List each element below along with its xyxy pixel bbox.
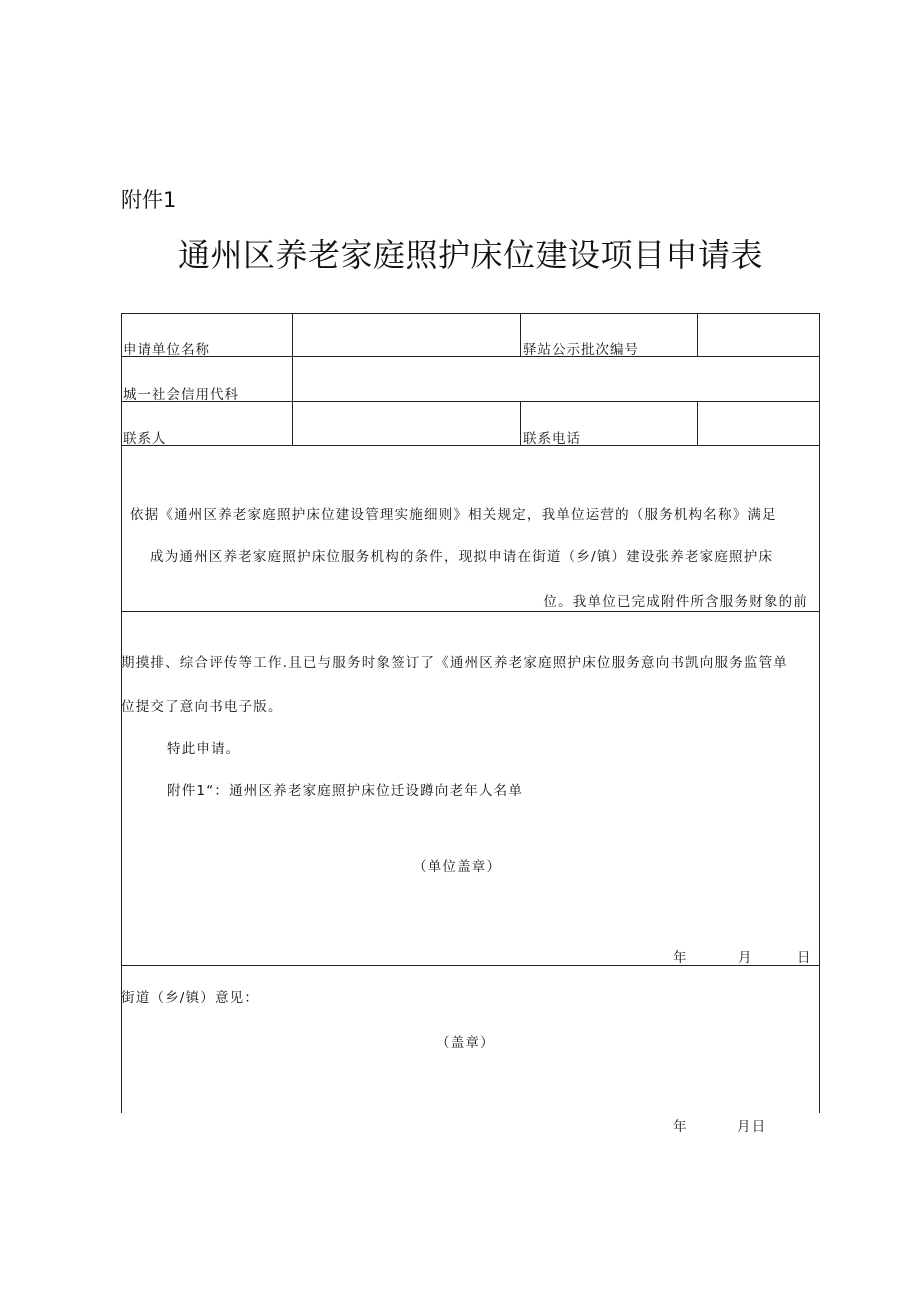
- batch-number-label: 驿站公示批次编号: [523, 342, 639, 358]
- row1-middle-divider: [520, 313, 521, 356]
- row3-middle-divider: [520, 401, 521, 445]
- declaration-line-2: 成为通州区养老家庭照护床位服务机构的条件，现拟申请在街道（乡/镇）建设张养老家庭照护床: [150, 549, 774, 565]
- declaration-line-3: 位。我单位已完成附件所含服务财象的前: [543, 594, 808, 610]
- credit-code-field[interactable]: [294, 358, 818, 400]
- row3-right-divider: [697, 401, 698, 445]
- label-column-divider: [292, 313, 293, 445]
- declaration-line-1: 依据《通州区养老家庭照护床位建设管理实施细则》相关规定，我单位运营的（服务机构名称》满足: [130, 507, 777, 523]
- attachment-reference: 附件1“：通州区养老家庭照护床位迁设蹲向老年人名单: [167, 783, 524, 799]
- batch-number-field[interactable]: [699, 315, 818, 355]
- row1-right-divider: [697, 313, 698, 356]
- contact-person-field[interactable]: [294, 403, 519, 444]
- request-statement: 特此申请。: [167, 741, 241, 757]
- declaration-line-5: 位提交了意向书电子版。: [121, 699, 283, 715]
- street-opinion-field[interactable]: [123, 1008, 817, 1108]
- declaration-line-4: 期摸排、综合评传等工作.且已与服务时象签订了《通州区养老家庭照护床位服务意向书凯向服务监管单: [121, 655, 788, 671]
- contact-phone-field[interactable]: [699, 403, 818, 444]
- applicant-name-field[interactable]: [294, 315, 519, 355]
- declaration-date-year: 年: [673, 950, 688, 966]
- contact-phone-label: 联系电话: [523, 431, 581, 447]
- street-date-month-day: 月日: [737, 1119, 767, 1135]
- declaration-bottom-border: [121, 965, 820, 966]
- document-title: 通州区养老家庭照护床位建设项目申请表: [178, 236, 764, 274]
- applicant-name-label: 申请单位名称: [123, 342, 210, 358]
- page-break-border: [121, 611, 820, 612]
- credit-code-label: 城一社会信用代科: [123, 387, 239, 403]
- unit-seal: （单位盖章）: [413, 859, 502, 875]
- attachment-label: 附件1: [121, 188, 177, 212]
- row3-bottom-border: [121, 445, 820, 446]
- contact-person-label: 联系人: [123, 431, 167, 447]
- street-date-year: 年: [673, 1119, 688, 1135]
- table-right-border: [819, 313, 820, 1113]
- table-top-border: [121, 313, 820, 314]
- declaration-date-month: 月: [738, 950, 753, 966]
- row1-bottom-border: [121, 356, 820, 357]
- declaration-date-day: 日: [797, 950, 812, 966]
- street-seal: （盖章）: [436, 1035, 495, 1051]
- street-opinion-label: 街道（乡/镇）意见：: [121, 990, 260, 1006]
